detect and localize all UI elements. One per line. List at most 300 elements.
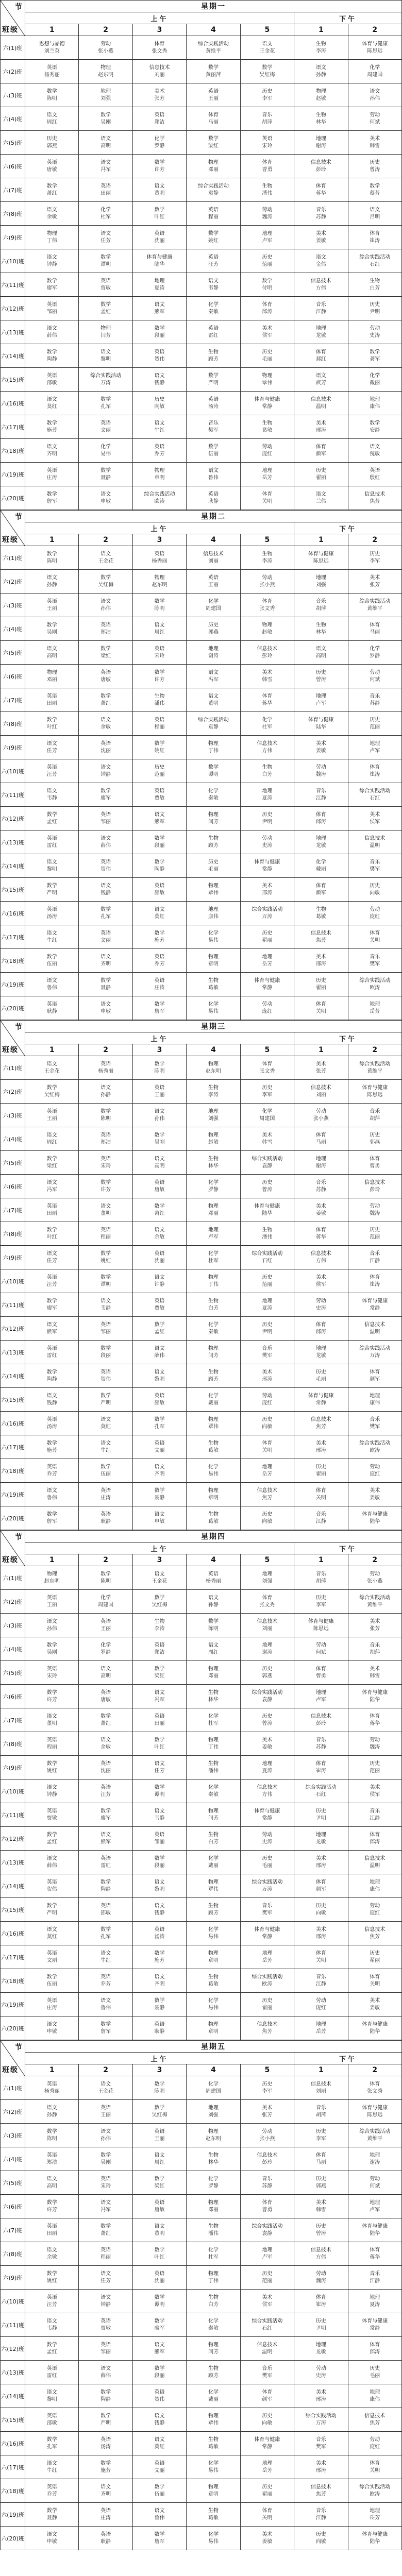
subject-name: 化学 [208, 302, 219, 308]
subject-name: 历史 [262, 1085, 273, 1091]
teacher-name: 崔涛 [370, 238, 380, 244]
teacher-name: 戴丽 [370, 380, 380, 386]
teacher-name: 余敏 [154, 1234, 165, 1240]
lesson-cell [294, 1104, 348, 1127]
subject-name: 信息技术 [364, 836, 386, 841]
subject-name: 语文 [154, 183, 165, 189]
class-name-cell: 六(11)班 [1, 2313, 25, 2337]
subject-name: 历史 [315, 670, 326, 675]
table-row [1, 2384, 402, 2408]
corner-class-label: 班级 [2, 1556, 19, 1564]
lesson-cell [25, 1614, 79, 1637]
period-number: 4 [187, 1554, 240, 1566]
subject-name: 体育与健康 [254, 2437, 280, 2443]
lesson-cell [79, 783, 132, 807]
subject-name: 音乐 [262, 1903, 273, 1909]
subject-name: 语文 [100, 2484, 111, 2490]
teacher-name: 齐明 [154, 1981, 165, 1987]
lesson-cell [294, 297, 348, 320]
table-row [1, 1222, 402, 1246]
lesson-cell [132, 1685, 186, 1708]
period-number: 5 [240, 1554, 294, 1566]
lesson-cell [240, 2290, 294, 2313]
teacher-name: 康伟 [370, 1400, 380, 1406]
lesson-cell [25, 2242, 79, 2266]
period-number: 4 [187, 2064, 240, 2076]
teacher-name: 程丽 [100, 2255, 111, 2260]
lesson-cell [240, 712, 294, 736]
teacher-name: 陈思远 [367, 1092, 383, 1098]
teacher-name: 郑洁 [46, 2160, 57, 2165]
teacher-name: 曹勇 [370, 1163, 380, 1169]
lesson-cell [240, 1175, 294, 1198]
lesson-cell [187, 570, 240, 594]
lesson-cell [25, 1898, 79, 1922]
subject-name: 物理 [262, 622, 273, 628]
subject-name: 信息技术 [257, 646, 278, 652]
lesson-cell [187, 36, 240, 60]
teacher-name: 严明 [100, 2420, 111, 2426]
lesson-cell [79, 107, 132, 131]
corner-class-label: 班级 [2, 26, 19, 34]
corner-header [1, 1, 25, 36]
teacher-name: 陶静 [100, 2397, 111, 2402]
teacher-name: 韦静 [100, 1306, 111, 1311]
lesson-cell [79, 1851, 132, 1874]
lesson-cell [240, 2432, 294, 2455]
teacher-name: 史涛 [262, 1839, 273, 1845]
teacher-name: 陈明 [46, 2136, 57, 2142]
subject-name: 地理 [262, 468, 273, 473]
teacher-name: 赵东明 [98, 72, 114, 78]
subject-name: 语文 [100, 1204, 111, 1209]
teacher-name: 申敏 [100, 1009, 111, 1014]
lesson-cell [294, 486, 348, 510]
subject-name: 体育与健康 [254, 397, 280, 402]
subject-name: 地理 [315, 1346, 326, 1351]
lesson-cell [187, 155, 240, 178]
lesson-cell [79, 1127, 132, 1151]
lesson-cell [348, 1827, 401, 1851]
teacher-name: 董明 [154, 2231, 165, 2236]
lesson-cell [132, 131, 186, 155]
lesson-cell [187, 2016, 240, 2040]
teacher-name: 彭玲 [262, 2160, 273, 2165]
lesson-cell [132, 1803, 186, 1827]
subject-name: 历史 [315, 2129, 326, 2134]
subject-name: 语文 [154, 1109, 165, 1114]
teacher-name: 武芳 [315, 380, 326, 386]
subject-name: 劳动 [262, 836, 273, 841]
lesson-cell [187, 759, 240, 783]
subject-name: 体育与健康 [254, 1927, 280, 1933]
subject-name: 劳动 [370, 112, 380, 118]
teacher-name: 何斌 [315, 1650, 326, 1655]
subject-name: 音乐 [315, 2105, 326, 2111]
subject-name: 生物 [208, 1903, 219, 1909]
table-row [1, 594, 402, 617]
teacher-name: 梁红 [154, 2183, 165, 2189]
teacher-name: 蒋华 [370, 1721, 380, 1726]
subject-name: 生物 [208, 978, 219, 984]
teacher-name: 孟红 [100, 309, 111, 315]
subject-name: 数学 [46, 1974, 57, 1980]
period-number: 1 [25, 534, 79, 546]
teacher-name: 秦敏 [208, 1329, 219, 1335]
teacher-name: 曾涛 [315, 2231, 326, 2236]
subject-name: 体育 [262, 1440, 273, 1446]
lesson-cell [79, 570, 132, 594]
subject-name: 语文 [46, 2105, 57, 2111]
teacher-name: 崔涛 [370, 772, 380, 777]
teacher-name: 常静 [262, 1816, 273, 1821]
lesson-cell [25, 1780, 79, 1803]
teacher-name: 段丽 [154, 1863, 165, 1869]
lesson-cell [187, 83, 240, 107]
teacher-name: 江静 [315, 2515, 326, 2521]
teacher-name: 万涛 [262, 914, 273, 920]
teacher-name: 刘强 [262, 1579, 273, 1584]
period-number: 2 [79, 24, 132, 36]
lesson-cell [132, 1341, 186, 1364]
subject-name: 化学 [208, 1180, 219, 1185]
subject-name: 地理 [208, 1227, 219, 1233]
teacher-name: 谭明 [100, 1282, 111, 1287]
lesson-cell [187, 1756, 240, 1780]
lesson-cell [187, 1080, 240, 1104]
corner-period-label: 节 [15, 1533, 23, 1541]
lesson-cell [294, 1435, 348, 1459]
teacher-name: 孙静 [100, 1092, 111, 1098]
subject-name: 英语 [46, 373, 57, 379]
teacher-name: 魏涛 [370, 1744, 380, 1750]
subject-name: 数学 [100, 1251, 111, 1257]
lesson-cell [294, 665, 348, 688]
subject-name: 语文 [100, 1417, 111, 1422]
table-row [1, 155, 402, 178]
subject-name: 信息技术 [149, 65, 170, 71]
subject-name: 物理 [208, 883, 219, 889]
lesson-cell [187, 2218, 240, 2242]
day-title: 星期一 [25, 1, 402, 12]
subject-name: 数学 [100, 1571, 111, 1577]
subject-name: 英语 [154, 717, 165, 723]
teacher-name: 詹军 [46, 1519, 57, 1524]
subject-name: 英语 [46, 1204, 57, 1209]
lesson-cell [79, 1874, 132, 1898]
subject-name: 数学 [154, 2295, 165, 2300]
subject-name: 语文 [46, 859, 57, 865]
teacher-name: 王丽 [208, 582, 219, 588]
subject-name: 物理 [315, 89, 326, 94]
lesson-cell [240, 1685, 294, 1708]
subject-name: 劳动 [315, 2271, 326, 2277]
teacher-name: 许芳 [46, 2207, 57, 2213]
lesson-cell [348, 2016, 401, 2040]
subject-name: 劳动 [370, 1204, 380, 1209]
teacher-name: 姜敏 [315, 1211, 326, 1216]
teacher-name: 丁伟 [208, 748, 219, 754]
subject-name: 美术 [315, 1856, 326, 1861]
subject-name: 英语 [154, 112, 165, 118]
lesson-cell [348, 83, 401, 107]
subject-name: 美术 [315, 420, 326, 426]
lesson-cell [132, 392, 186, 415]
lesson-cell [348, 2337, 401, 2361]
teacher-name: 钟静 [46, 1792, 57, 1798]
teacher-name: 莫红 [100, 1424, 111, 1430]
teacher-name: 江静 [315, 1981, 326, 1987]
day-section-1 [0, 0, 402, 510]
lesson-cell [240, 2503, 294, 2527]
afternoon-header: 下午 [294, 2053, 402, 2064]
teacher-name: 伍丽 [154, 2492, 165, 2497]
subject-name: 物理 [46, 231, 57, 236]
subject-name: 数学 [46, 1761, 57, 1767]
lesson-cell [79, 665, 132, 688]
subject-name: 综合实践活动 [359, 255, 391, 260]
subject-name: 综合实践活动 [252, 1690, 283, 1696]
lesson-cell [187, 439, 240, 463]
table-row [1, 202, 402, 226]
teacher-name: 陆华 [370, 2231, 380, 2236]
teacher-name: 吴刚 [46, 630, 57, 635]
teacher-name: 张芳 [315, 1069, 326, 1074]
subject-name: 美术 [370, 1619, 380, 1624]
subject-name: 历史 [315, 2176, 326, 2182]
subject-name: 语文 [370, 207, 380, 213]
lesson-cell [25, 392, 79, 415]
subject-name: 数学 [154, 2366, 165, 2371]
teacher-name: 钟静 [46, 262, 57, 267]
lesson-cell [294, 226, 348, 249]
class-name-cell: 六(11)班 [1, 1803, 25, 1827]
teacher-name: 何斌 [370, 2183, 380, 2189]
subject-name: 物理 [208, 2200, 219, 2206]
teacher-name: 李军 [262, 96, 273, 101]
lesson-cell [187, 178, 240, 202]
table-row [1, 1827, 402, 1851]
subject-name: 体育与健康 [308, 717, 334, 723]
subject-name: 音乐 [315, 2437, 326, 2443]
subject-name: 数学 [208, 765, 219, 770]
subject-name: 美术 [370, 136, 380, 142]
class-name-cell: 六(12)班 [1, 1827, 25, 1851]
lesson-cell [187, 854, 240, 878]
subject-name: 化学 [208, 2176, 219, 2182]
lesson-cell [348, 2408, 401, 2432]
day-timetable [0, 0, 402, 510]
subject-name: 语文 [46, 1619, 57, 1624]
subject-name: 语文 [370, 444, 380, 450]
teacher-name: 郭燕 [208, 630, 219, 635]
teacher-name: 彭玲 [315, 167, 326, 173]
table-row [1, 641, 402, 665]
table-row [1, 546, 402, 570]
lesson-cell [294, 1293, 348, 1317]
subject-name: 物理 [100, 326, 111, 331]
lesson-cell [294, 273, 348, 297]
subject-name: 英语 [46, 2081, 57, 2087]
lesson-cell [132, 1614, 186, 1637]
subject-name: 历史 [262, 1417, 273, 1422]
table-row [1, 2147, 402, 2171]
teacher-name: 范丽 [370, 724, 380, 730]
subject-name: 化学 [208, 1714, 219, 1719]
subject-name: 地理 [315, 2022, 326, 2027]
teacher-name: 龙敏 [315, 843, 326, 849]
subject-name: 生物 [315, 622, 326, 628]
teacher-name: 陈明 [100, 1579, 111, 1584]
subject-name: 英语 [100, 1974, 111, 1980]
lesson-cell [79, 2124, 132, 2147]
teacher-name: 崔涛 [370, 1282, 380, 1287]
teacher-name: 乔芳 [46, 1471, 57, 1477]
lesson-cell [25, 249, 79, 273]
teacher-name: 孙伟 [100, 2136, 111, 2142]
table-row [1, 2242, 402, 2266]
subject-name: 英语 [154, 551, 165, 557]
lesson-cell [79, 807, 132, 831]
teacher-name: 关明 [370, 2468, 380, 2473]
subject-name: 数学 [46, 278, 57, 284]
subject-name: 体育与健康 [254, 1204, 280, 1209]
subject-name: 数学 [46, 89, 57, 94]
table-row [1, 2100, 402, 2124]
lesson-cell [25, 226, 79, 249]
subject-name: 数学 [46, 717, 57, 723]
table-row [1, 297, 402, 320]
teacher-name: 程丽 [46, 1744, 57, 1750]
table-row [1, 107, 402, 131]
teacher-name: 孟红 [46, 1839, 57, 1845]
teacher-name: 董明 [100, 1211, 111, 1216]
teacher-name: 耿静 [154, 2029, 165, 2035]
subject-name: 英语 [100, 812, 111, 818]
class-name-cell: 六(8)班 [1, 712, 25, 736]
teacher-name: 颜军 [370, 1377, 380, 1382]
subject-name: 生物 [208, 1156, 219, 1162]
teacher-name: 宋玲 [154, 653, 165, 659]
lesson-cell [187, 1851, 240, 1874]
subject-name: 历史 [315, 1595, 326, 1601]
subject-name: 音乐 [370, 1808, 380, 1814]
lesson-cell [187, 1483, 240, 1506]
subject-name: 数学 [100, 2153, 111, 2158]
lesson-cell [240, 83, 294, 107]
lesson-cell [187, 2076, 240, 2100]
teacher-name: 翟丽 [262, 2492, 273, 2497]
table-row [1, 807, 402, 831]
lesson-cell [79, 297, 132, 320]
teacher-name: 庞红 [370, 1910, 380, 1916]
lesson-cell [79, 759, 132, 783]
table-row [1, 2195, 402, 2218]
teacher-name: 潘伟 [262, 1234, 273, 1240]
subject-name: 地理 [370, 2508, 380, 2514]
subject-name: 语文 [154, 2224, 165, 2229]
lesson-cell [25, 2384, 79, 2408]
lesson-cell [79, 973, 132, 996]
teacher-name: 汤涛 [208, 404, 219, 410]
teacher-name: 庞红 [370, 914, 380, 920]
lesson-cell [79, 2479, 132, 2503]
teacher-name: 严明 [100, 1400, 111, 1406]
lesson-cell [79, 1614, 132, 1637]
subject-name: 数学 [46, 349, 57, 355]
lesson-cell [348, 1127, 401, 1151]
teacher-name: 丁伟 [46, 238, 57, 244]
teacher-name: 陈思远 [367, 48, 383, 54]
lesson-cell [132, 1922, 186, 1945]
teacher-name: 覃伟 [208, 890, 219, 896]
period-number: 3 [132, 2064, 186, 2076]
subject-name: 语文 [100, 883, 111, 889]
lesson-cell [132, 1590, 186, 1614]
teacher-name: 韩雪 [370, 1673, 380, 1679]
teacher-name: 蔡芳 [370, 191, 380, 196]
teacher-name: 彭玲 [315, 1721, 326, 1726]
lesson-cell [240, 2479, 294, 2503]
subject-name: 语文 [154, 1275, 165, 1280]
teacher-name: 萧红 [100, 2231, 111, 2236]
subject-name: 劳动 [100, 41, 111, 47]
teacher-name: 郑洁 [154, 1650, 165, 1655]
morning-header: 上午 [25, 522, 294, 534]
teacher-name: 向敏 [262, 1424, 273, 1430]
subject-name: 历史 [262, 1856, 273, 1861]
lesson-cell [240, 439, 294, 463]
teacher-name: 张小燕 [259, 2136, 275, 2142]
morning-header: 上午 [25, 1032, 294, 1044]
corner-header [1, 2041, 25, 2076]
subject-name: 综合实践活动 [359, 1440, 391, 1446]
lesson-cell [25, 617, 79, 641]
subject-name: 生物 [208, 1690, 219, 1696]
lesson-cell [132, 2503, 186, 2527]
teacher-name: 殷红 [370, 475, 380, 481]
subject-name: 历史 [262, 1666, 273, 1672]
teacher-name: 顾芳 [208, 1377, 219, 1382]
teacher-name: 卢军 [262, 238, 273, 244]
period-number: 5 [240, 2064, 294, 2076]
table-row [1, 2479, 402, 2503]
subject-name: 语文 [100, 1298, 111, 1304]
lesson-cell [132, 344, 186, 368]
day-section-5 [0, 2040, 402, 2550]
lesson-cell [25, 1922, 79, 1945]
lesson-cell [294, 1685, 348, 1708]
class-name-cell: 六(7)班 [1, 178, 25, 202]
lesson-cell [294, 2455, 348, 2479]
subject-name: 数学 [46, 1440, 57, 1446]
teacher-name: 贺伟 [100, 867, 111, 872]
teacher-name: 杜军 [208, 1721, 219, 1726]
teacher-name: 贾敏 [100, 285, 111, 291]
teacher-name: 谢涛 [370, 2160, 380, 2165]
teacher-name: 邢涛 [315, 1863, 326, 1869]
lesson-cell [79, 486, 132, 510]
lesson-cell [132, 83, 186, 107]
teacher-name: 文丽 [100, 428, 111, 433]
teacher-name: 曾涛 [262, 1721, 273, 1726]
lesson-cell [294, 249, 348, 273]
subject-name: 语文 [46, 646, 57, 652]
teacher-name: 孙静 [315, 72, 326, 78]
lesson-cell [79, 439, 132, 463]
teacher-name: 黄维平 [367, 1069, 383, 1074]
teacher-name: 吴刚 [100, 120, 111, 125]
